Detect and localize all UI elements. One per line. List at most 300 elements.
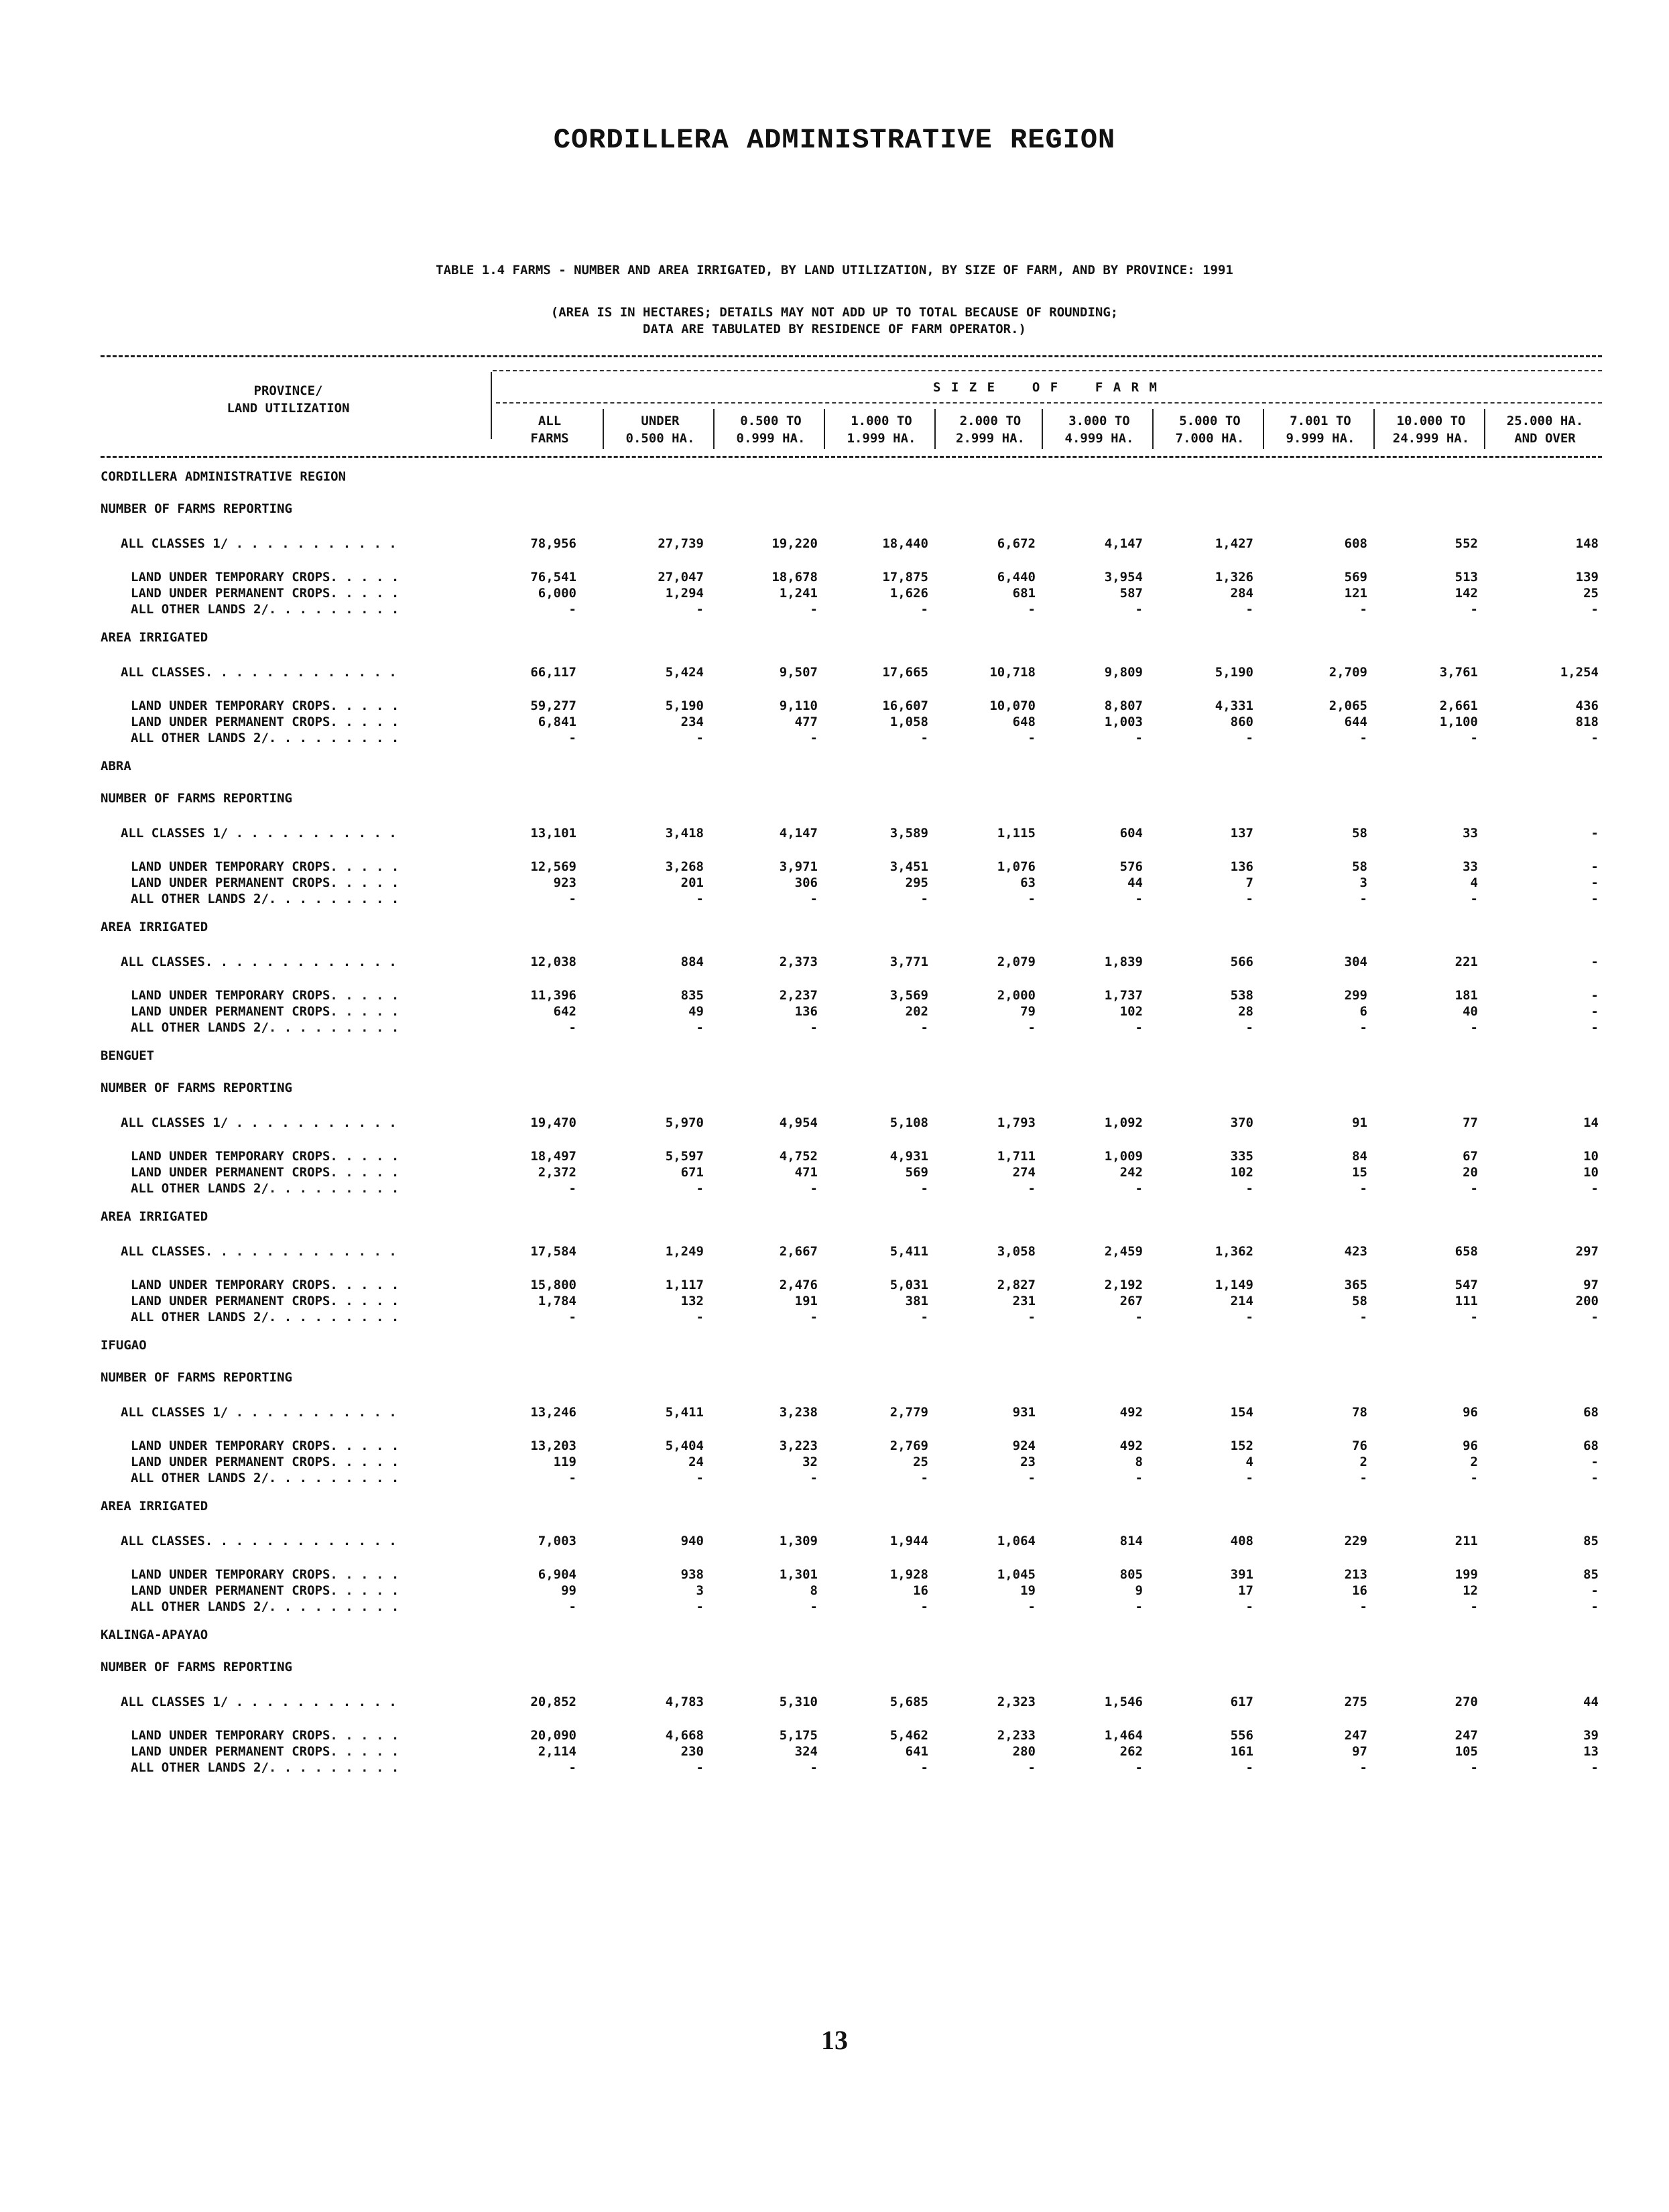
table-cell: 44	[1127, 875, 1143, 890]
table-caption: TABLE 1.4 FARMS - NUMBER AND AREA IRRIGATED, BY LAND UTILIZATION, BY SIZE OF FARM, AND BY PROVINCE: 1991	[436, 263, 1233, 278]
table-cell: 200	[1575, 1294, 1599, 1308]
table-cell: -	[1470, 1310, 1478, 1325]
table-cell: -	[1135, 731, 1143, 745]
table-cell: 8	[810, 1583, 818, 1598]
table-cell: 3,569	[889, 988, 928, 1003]
table-cell: 9,110	[779, 698, 818, 713]
table-cell: -	[1359, 1471, 1367, 1485]
table-cell: 924	[1012, 1438, 1036, 1453]
table-cell: 2,779	[889, 1405, 928, 1420]
page-number: 13	[821, 2025, 848, 2055]
table-cell: 569	[1344, 570, 1367, 585]
table-cell: 6,672	[997, 536, 1036, 551]
table-cell: 5,404	[665, 1438, 704, 1453]
table-cell: 295	[905, 875, 928, 890]
table-cell: 648	[1012, 715, 1036, 729]
column-header-line: 2.000 TO	[959, 414, 1022, 428]
total-row-label: ALL CLASSES 1/ . . . . . . . . . . .	[121, 536, 397, 551]
table-cell: 4	[1245, 1455, 1253, 1469]
column-header-line: 5.000 TO	[1179, 414, 1241, 428]
table-cell: -	[1135, 1471, 1143, 1485]
table-cell: 2	[1470, 1455, 1478, 1469]
table-cell: 280	[1012, 1744, 1036, 1759]
table-cell: 16	[1352, 1583, 1367, 1598]
column-header-line: 7.000 HA.	[1175, 431, 1245, 446]
column-header-line: 3.000 TO	[1068, 414, 1130, 428]
table-cell: 9,507	[779, 665, 818, 680]
table-cell: 1,115	[997, 826, 1036, 841]
table-cell: -	[1591, 875, 1599, 890]
column-header-line: ALL	[538, 414, 562, 428]
table-cell: 471	[794, 1165, 818, 1180]
table-cell: -	[1591, 1020, 1599, 1035]
table-cell: 370	[1230, 1115, 1253, 1130]
table-cell: 5,424	[665, 665, 704, 680]
table-cell: 24	[688, 1455, 704, 1469]
table-cell: 4,147	[1104, 536, 1143, 551]
table-cell: 17,875	[882, 570, 928, 585]
table-cell: 10,718	[989, 665, 1036, 680]
table-cell: 99	[561, 1583, 576, 1598]
table-cell: -	[1591, 1181, 1599, 1196]
table-cell: 262	[1119, 1744, 1143, 1759]
table-cell: 211	[1455, 1534, 1478, 1548]
column-divider	[1373, 409, 1375, 449]
table-cell: 91	[1352, 1115, 1367, 1130]
table-cell: 20	[1463, 1165, 1478, 1180]
table-cell: 3,418	[665, 826, 704, 841]
table-cell: -	[1245, 1599, 1253, 1614]
table-cell: 381	[905, 1294, 928, 1308]
section-row-label: AREA IRRIGATED	[101, 920, 208, 934]
table-cell: -	[696, 1020, 704, 1035]
table-cell: 3,771	[889, 955, 928, 969]
table-cell: -	[1359, 1310, 1367, 1325]
table-cell: -	[1245, 1760, 1253, 1775]
table-cell: -	[1359, 1181, 1367, 1196]
table-cell: 17,665	[882, 665, 928, 680]
province-row-label: CORDILLERA ADMINISTRATIVE REGION	[101, 469, 347, 484]
table-cell: 818	[1575, 715, 1599, 729]
total-row-label: ALL CLASSES. . . . . . . . . . . . .	[121, 1534, 397, 1548]
table-cell: 267	[1119, 1294, 1143, 1308]
table-cell: 1,784	[538, 1294, 576, 1308]
column-header-line: 9.999 HA.	[1286, 431, 1355, 446]
column-header-line: AND OVER	[1514, 431, 1576, 446]
table-cell: 58	[1352, 859, 1367, 874]
province-row-label: KALINGA-APAYAO	[101, 1627, 208, 1642]
table-cell: 121	[1344, 586, 1367, 601]
table-cell: 229	[1344, 1534, 1367, 1548]
table-cell: 1,737	[1104, 988, 1143, 1003]
detail-row-label: ALL OTHER LANDS 2/. . . . . . . . .	[131, 1760, 399, 1775]
table-cell: 1,092	[1104, 1115, 1143, 1130]
table-cell: 365	[1344, 1278, 1367, 1292]
table-cell: 161	[1230, 1744, 1253, 1759]
total-row-label: ALL CLASSES. . . . . . . . . . . . .	[121, 955, 397, 969]
column-header-line: 0.500 HA.	[625, 431, 695, 446]
table-cell: 10	[1583, 1149, 1599, 1164]
table-cell: -	[1591, 1310, 1599, 1325]
table-cell: 1,294	[665, 586, 704, 601]
table-cell: 2,769	[889, 1438, 928, 1453]
table-cell: 1,009	[1104, 1149, 1143, 1164]
column-header-line: UNDER	[641, 414, 680, 428]
detail-row-label: LAND UNDER PERMANENT CROPS. . . . .	[131, 1455, 399, 1469]
table-cell: 1,839	[1104, 955, 1143, 969]
column-header-line: FARMS	[530, 431, 569, 446]
table-cell: 154	[1230, 1405, 1253, 1420]
table-cell: -	[1359, 731, 1367, 745]
detail-row-label: LAND UNDER TEMPORARY CROPS. . . . .	[131, 698, 399, 713]
table-cell: -	[1591, 1760, 1599, 1775]
table-cell: 2,372	[538, 1165, 576, 1180]
table-cell: 2,065	[1328, 698, 1367, 713]
column-header	[1488, 412, 1602, 447]
table-cell: 6,440	[997, 570, 1036, 585]
table-cell: 1,249	[665, 1244, 704, 1259]
table-cell: 391	[1230, 1567, 1253, 1582]
table-cell: 13,203	[530, 1438, 576, 1453]
column-divider	[1042, 409, 1043, 449]
table-cell: 408	[1230, 1534, 1253, 1548]
table-cell: 556	[1230, 1728, 1253, 1743]
size-of-farm-header: S I Z E O F F A R M	[933, 380, 1158, 395]
table-cell: 1,928	[889, 1567, 928, 1582]
table-cell: 59,277	[530, 698, 576, 713]
table-cell: 1,241	[779, 586, 818, 601]
table-cell: -	[810, 1020, 818, 1035]
table-cell: -	[920, 1760, 928, 1775]
section-row-label: AREA IRRIGATED	[101, 630, 208, 645]
table-cell: 102	[1230, 1165, 1253, 1180]
table-cell: 3,238	[779, 1405, 818, 1420]
table-cell: 2,233	[997, 1728, 1036, 1743]
table-cell: 3,268	[665, 859, 704, 874]
table-cell: 139	[1575, 570, 1599, 585]
table-cell: -	[1470, 1181, 1478, 1196]
table-cell: 13	[1583, 1744, 1599, 1759]
table-cell: 201	[680, 875, 704, 890]
column-header-line: 0.500 TO	[740, 414, 802, 428]
table-cell: -	[1591, 602, 1599, 617]
table-cell: 1,309	[779, 1534, 818, 1548]
table-cell: -	[1591, 1471, 1599, 1485]
table-cell: -	[810, 731, 818, 745]
table-cell: 492	[1119, 1438, 1143, 1453]
table-cell: -	[1591, 1583, 1599, 1598]
table-cell: -	[1245, 1471, 1253, 1485]
table-cell: 136	[1230, 859, 1253, 874]
total-row-label: ALL CLASSES. . . . . . . . . . . . .	[121, 665, 397, 680]
section-row-label: NUMBER OF FARMS REPORTING	[101, 791, 292, 806]
table-cell: 25	[1583, 586, 1599, 601]
table-cell: 10	[1583, 1165, 1599, 1180]
column-header	[607, 412, 714, 447]
table-cell: 16,607	[882, 698, 928, 713]
total-row-label: ALL CLASSES 1/ . . . . . . . . . . .	[121, 826, 397, 841]
table-cell: -	[1135, 1599, 1143, 1614]
column-header	[938, 412, 1042, 447]
table-cell: 860	[1230, 715, 1253, 729]
table-cell: -	[568, 1599, 576, 1614]
table-cell: -	[568, 1020, 576, 1035]
table-cell: 8,807	[1104, 698, 1143, 713]
column-header-line: 1.000 TO	[851, 414, 912, 428]
table-cell: 12	[1463, 1583, 1478, 1598]
section-row-label: NUMBER OF FARMS REPORTING	[101, 1370, 292, 1385]
table-cell: 1,546	[1104, 1695, 1143, 1709]
column-divider	[603, 409, 604, 449]
table-cell: 33	[1463, 859, 1478, 874]
table-cell: 2,476	[779, 1278, 818, 1292]
total-row-label: ALL CLASSES 1/ . . . . . . . . . . .	[121, 1695, 397, 1709]
table-cell: -	[920, 1599, 928, 1614]
table-cell: -	[810, 1310, 818, 1325]
column-header-line: 2.999 HA.	[956, 431, 1025, 446]
detail-row-label: LAND UNDER TEMPORARY CROPS. . . . .	[131, 859, 399, 874]
total-row-label: ALL CLASSES. . . . . . . . . . . . .	[121, 1244, 397, 1259]
table-cell: 9,809	[1104, 665, 1143, 680]
table-cell: 552	[1455, 536, 1478, 551]
table-cell: -	[1470, 1599, 1478, 1614]
table-cell: 5,175	[779, 1728, 818, 1743]
table-cell: 5,310	[779, 1695, 818, 1709]
table-cell: 12,038	[530, 955, 576, 969]
table-cell: -	[1245, 602, 1253, 617]
detail-row-label: LAND UNDER PERMANENT CROPS. . . . .	[131, 1583, 399, 1598]
table-cell: 5,597	[665, 1149, 704, 1164]
table-cell: 231	[1012, 1294, 1036, 1308]
stub-header	[134, 382, 442, 417]
province-row-label: ABRA	[101, 759, 131, 774]
table-cell: 18,440	[882, 536, 928, 551]
table-cell: 681	[1012, 586, 1036, 601]
column-header	[496, 412, 603, 447]
table-cell: 3,451	[889, 859, 928, 874]
table-cell: 132	[680, 1294, 704, 1308]
table-cell: 76,541	[530, 570, 576, 585]
table-cell: 884	[680, 955, 704, 969]
detail-row-label: ALL OTHER LANDS 2/. . . . . . . . .	[131, 1181, 399, 1196]
table-cell: -	[1470, 892, 1478, 906]
detail-row-label: LAND UNDER PERMANENT CROPS. . . . .	[131, 875, 399, 890]
table-cell: 17,584	[530, 1244, 576, 1259]
table-cell: 608	[1344, 536, 1367, 551]
table-cell: 569	[905, 1165, 928, 1180]
column-divider	[713, 409, 715, 449]
detail-row-label: LAND UNDER PERMANENT CROPS. . . . .	[131, 715, 399, 729]
table-cell: 2,079	[997, 955, 1036, 969]
table-cell: 230	[680, 1744, 704, 1759]
table-cell: 4,668	[665, 1728, 704, 1743]
table-cell: 247	[1455, 1728, 1478, 1743]
table-cell: -	[920, 1181, 928, 1196]
table-cell: 27,047	[658, 570, 704, 585]
table-cell: 97	[1352, 1744, 1367, 1759]
table-cell: 547	[1455, 1278, 1478, 1292]
column-header	[1267, 412, 1374, 447]
table-cell: 137	[1230, 826, 1253, 841]
table-cell: 15	[1352, 1165, 1367, 1180]
table-cell: 63	[1020, 875, 1036, 890]
table-cell: 4,147	[779, 826, 818, 841]
column-header	[1046, 412, 1153, 447]
table-cell: -	[696, 731, 704, 745]
column-divider	[1484, 409, 1485, 449]
total-row-label: ALL CLASSES 1/ . . . . . . . . . . .	[121, 1115, 397, 1130]
table-cell: -	[1591, 1004, 1599, 1019]
table-cell: 671	[680, 1165, 704, 1180]
table-cell: 423	[1344, 1244, 1367, 1259]
table-cell: -	[1028, 602, 1036, 617]
section-row-label: NUMBER OF FARMS REPORTING	[101, 1660, 292, 1674]
section-row-label: AREA IRRIGATED	[101, 1209, 208, 1224]
table-cell: 7	[1245, 875, 1253, 890]
table-cell: 1,326	[1215, 570, 1253, 585]
table-cell: 274	[1012, 1165, 1036, 1180]
page-title: CORDILLERA ADMINISTRATIVE REGION	[553, 124, 1116, 156]
table-cell: 5,190	[1215, 665, 1253, 680]
table-cell: 644	[1344, 715, 1367, 729]
table-cell: -	[1245, 892, 1253, 906]
table-cell: 513	[1455, 570, 1478, 585]
column-header-line: 1.999 HA.	[847, 431, 916, 446]
detail-row-label: LAND UNDER PERMANENT CROPS. . . . .	[131, 1744, 399, 1759]
table-cell: -	[1470, 1020, 1478, 1035]
table-cell: 6,841	[538, 715, 576, 729]
table-cell: 27,739	[658, 536, 704, 551]
table-cell: 5,108	[889, 1115, 928, 1130]
table-cell: 3,761	[1439, 665, 1478, 680]
table-cell: -	[568, 1471, 576, 1485]
table-cell: 68	[1583, 1438, 1599, 1453]
table-cell: -	[1245, 1310, 1253, 1325]
table-cell: 18,497	[530, 1149, 576, 1164]
table-cell: -	[1591, 955, 1599, 969]
table-cell: 39	[1583, 1728, 1599, 1743]
table-cell: 84	[1352, 1149, 1367, 1164]
table-cell: 213	[1344, 1567, 1367, 1582]
table-cell: 2,827	[997, 1278, 1036, 1292]
detail-row-label: ALL OTHER LANDS 2/. . . . . . . . .	[131, 1310, 399, 1325]
section-row-label: NUMBER OF FARMS REPORTING	[101, 1081, 292, 1095]
table-cell: 242	[1119, 1165, 1143, 1180]
table-cell: 3,954	[1104, 570, 1143, 585]
table-cell: 1,064	[997, 1534, 1036, 1548]
table-cell: 1,464	[1104, 1728, 1143, 1743]
column-header-line: 24.999 HA.	[1392, 431, 1470, 446]
table-cell: 275	[1344, 1695, 1367, 1709]
table-cell: -	[1135, 892, 1143, 906]
table-cell: 306	[794, 875, 818, 890]
detail-row-label: LAND UNDER TEMPORARY CROPS. . . . .	[131, 570, 399, 585]
column-header-line: 7.001 TO	[1290, 414, 1351, 428]
table-cell: -	[1359, 1760, 1367, 1775]
table-cell: -	[1135, 1181, 1143, 1196]
table-cell: -	[696, 1599, 704, 1614]
table-cell: 14	[1583, 1115, 1599, 1130]
column-header	[1377, 412, 1485, 447]
table-cell: 58	[1352, 1294, 1367, 1308]
detail-row-label: LAND UNDER TEMPORARY CROPS. . . . .	[131, 1567, 399, 1582]
column-divider	[824, 409, 825, 449]
table-cell: 20,090	[530, 1728, 576, 1743]
table-cell: 576	[1119, 859, 1143, 874]
table-cell: 2,459	[1104, 1244, 1143, 1259]
table-cell: 191	[794, 1294, 818, 1308]
table-cell: 538	[1230, 988, 1253, 1003]
table-cell: 5,462	[889, 1728, 928, 1743]
detail-row-label: ALL OTHER LANDS 2/. . . . . . . . .	[131, 892, 399, 906]
table-cell: -	[920, 1310, 928, 1325]
table-cell: 1,045	[997, 1567, 1036, 1582]
table-cell: 1,076	[997, 859, 1036, 874]
table-cell: 3	[1359, 875, 1367, 890]
table-cell: -	[1028, 1471, 1036, 1485]
detail-row-label: LAND UNDER TEMPORARY CROPS. . . . .	[131, 1728, 399, 1743]
table-cell: 247	[1344, 1728, 1367, 1743]
table-cell: -	[696, 892, 704, 906]
table-cell: -	[810, 1471, 818, 1485]
table-cell: 148	[1575, 536, 1599, 551]
table-cell: -	[1028, 1760, 1036, 1775]
table-cell: 2,323	[997, 1695, 1036, 1709]
table-cell: 76	[1352, 1438, 1367, 1453]
table-cell: 335	[1230, 1149, 1253, 1164]
table-cell: 270	[1455, 1695, 1478, 1709]
table-cell: 85	[1583, 1534, 1599, 1548]
detail-row-label: LAND UNDER PERMANENT CROPS. . . . .	[131, 1004, 399, 1019]
table-cell: -	[1028, 731, 1036, 745]
table-cell: -	[1135, 602, 1143, 617]
table-cell: 78	[1352, 1405, 1367, 1420]
table-cell: 23	[1020, 1455, 1036, 1469]
table-cell: -	[696, 1471, 704, 1485]
table-cell: 587	[1119, 586, 1143, 601]
table-cell: -	[568, 892, 576, 906]
table-cell: -	[696, 1760, 704, 1775]
table-cell: 2,373	[779, 955, 818, 969]
column-header-line: 10.000 TO	[1396, 414, 1466, 428]
table-cell: 1,944	[889, 1534, 928, 1548]
table-cell: 931	[1012, 1405, 1036, 1420]
table-cell: 805	[1119, 1567, 1143, 1582]
table-cell: 234	[680, 715, 704, 729]
table-cell: -	[696, 1310, 704, 1325]
table-cell: 44	[1583, 1695, 1599, 1709]
table-cell: -	[920, 602, 928, 617]
table-cell: 221	[1455, 955, 1478, 969]
table-cell: 15,800	[530, 1278, 576, 1292]
table-cell: 658	[1455, 1244, 1478, 1259]
table-cell: 79	[1020, 1004, 1036, 1019]
table-cell: 96	[1463, 1438, 1478, 1453]
table-cell: 4,954	[779, 1115, 818, 1130]
table-cell: 8	[1135, 1455, 1143, 1469]
column-divider	[1152, 409, 1154, 449]
table-cell: -	[568, 731, 576, 745]
detail-row-label: LAND UNDER TEMPORARY CROPS. . . . .	[131, 1438, 399, 1453]
table-cell: -	[920, 892, 928, 906]
province-row-label: BENGUET	[101, 1048, 155, 1063]
table-cell: 136	[794, 1004, 818, 1019]
table-cell: -	[1359, 602, 1367, 617]
column-header-line: 4.999 HA.	[1064, 431, 1134, 446]
table-note-2: DATA ARE TABULATED BY RESIDENCE OF FARM OPERATOR.)	[643, 322, 1026, 336]
table-cell: 10,070	[989, 698, 1036, 713]
table-cell: -	[1028, 1310, 1036, 1325]
